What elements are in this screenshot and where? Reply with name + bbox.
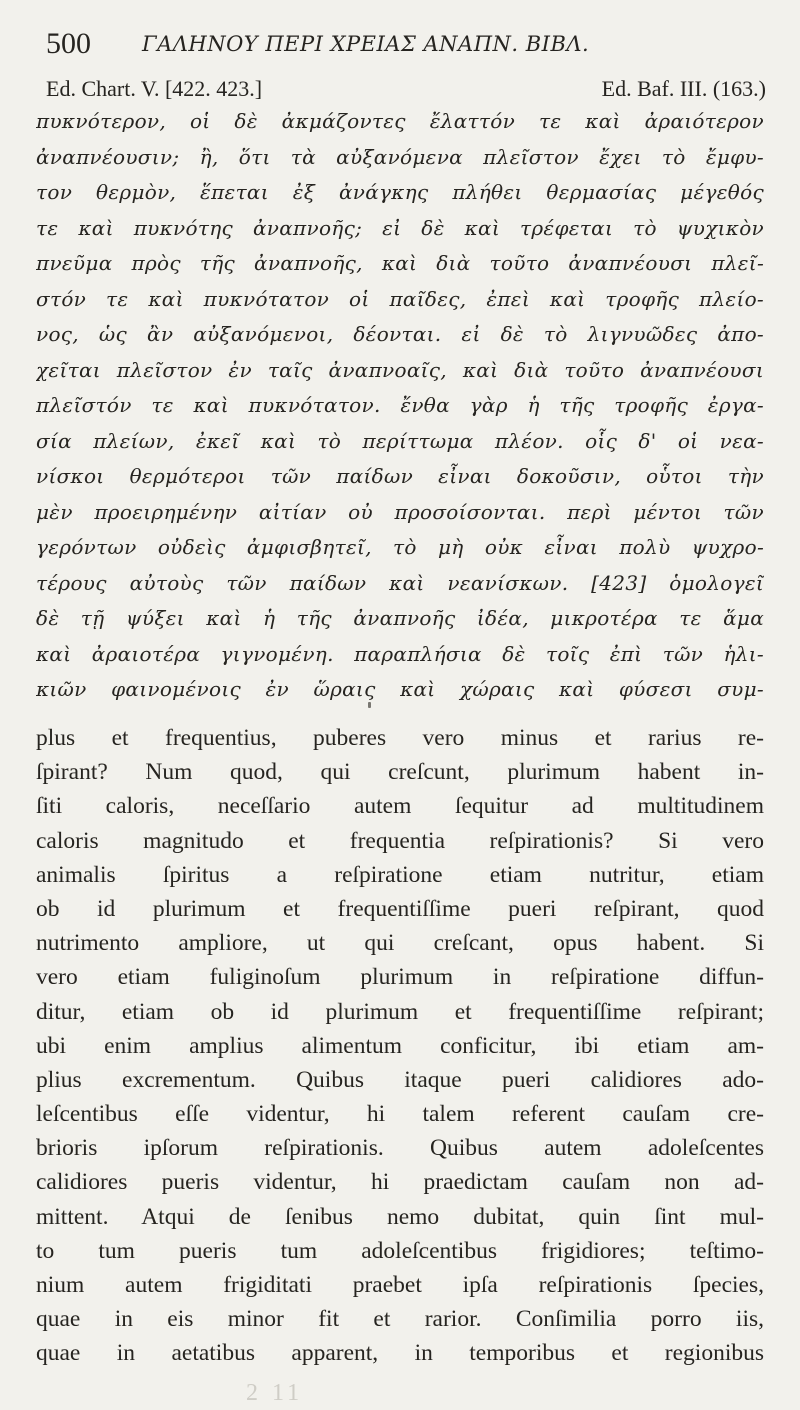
latin-text-line: vero etiam fuliginoſum plurimum in reſpiratione diffun-: [36, 964, 764, 991]
edition-reference-basel: Ed. Baf. III. (163.): [601, 76, 766, 101]
greek-text-block: [36, 104, 764, 708]
greek-text-line: νος, ὡς ἂν αὐξανόμενοι, δέονται. εἰ δὲ τὸ λιγνυῶδες ἀπο-: [36, 322, 764, 346]
latin-text-line: caloris magnitudo et frequentia reſpirationis? Si vero: [36, 827, 764, 854]
latin-text-line: to tum pueris tum adoleſcentibus frigidiores; teſtimo-: [36, 1237, 764, 1264]
greek-text-line: ἀναπνέουσιν; ἢ, ὅτι τὰ αὐξανόμενα πλεῖστον ἔχει τὸ ἔμφυ-: [36, 144, 764, 169]
greek-text-line: τον θερμὸν, ἕπεται ἐξ ἀνάγκης πλήθει θερμασίας μέγεθός: [36, 180, 764, 204]
latin-translation-block: [36, 721, 764, 1371]
edition-reference-chartier: Ed. Chart. V. [422. 423.]: [46, 76, 263, 101]
scan-mark: [368, 702, 371, 708]
greek-text-line: στόν τε καὶ πυκνότατον οἱ παῖδες, ἐπεὶ καὶ τροφῆς πλείο-: [36, 286, 764, 311]
greek-text-line: πνεῦμα πρὸς τῆς ἀναπνοῆς, καὶ διὰ τοῦτο ἀναπνέουσι πλεῖ-: [36, 251, 764, 275]
latin-text-line: ubi enim amplius alimentum conficitur, ibi etiam am-: [36, 1032, 764, 1059]
greek-text-line: πλεῖστόν τε καὶ πυκνότατον. ἔνθα γὰρ ἡ τῆς τροφῆς ἐργα-: [36, 393, 764, 417]
page-header: [46, 26, 766, 62]
latin-text-line: brioris ipſorum reſpirationis. Quibus autem adoleſcentes: [36, 1135, 764, 1162]
greek-text-line: πυκνότερον, οἱ δὲ ἀκμάζοντες ἔλαττόν τε καὶ ἀραιότερον: [36, 109, 764, 133]
running-title: ΓΑΛΗΝΟΥ ΠΕΡΙ ΧΡΕΙΑΣ ΑΝΑΠΝ. ΒΙΒΛ.: [142, 32, 590, 56]
greek-text-line: νίσκοι θερμότεροι τῶν παίδων εἶναι δοκοῦσιν, οὗτοι τὴν: [36, 464, 764, 488]
greek-text-line: χεῖται πλεῖστον ἐν ταῖς ἀναπνοαῖς, καὶ διὰ τοῦτο ἀναπνέουσι: [36, 357, 764, 382]
latin-text-line: ſpirant? Num quod, qui creſcunt, plurimum habent in-: [36, 759, 764, 786]
latin-text-line: nutrimento ampliore, ut qui creſcant, opus habent. Si: [36, 930, 764, 957]
greek-text-line: σία πλείων, ἐκεῖ καὶ τὸ περίττωμα πλέον. οἷς δ' οἱ νεα-: [36, 428, 764, 453]
latin-text-line: plus et frequentius, puberes vero minus et rarius re-: [36, 725, 764, 751]
latin-text-line: plius excrementum. Quibus itaque pueri calidiores ado-: [36, 1066, 764, 1093]
greek-text-line: καὶ ἀραιοτέρα γιγνομένη. παραπλήσια δὲ τοῖς ἐπὶ τῶν ἡλι-: [36, 641, 764, 666]
latin-text-line: ob id plurimum et frequentiſſime pueri reſpirant, quod: [36, 895, 764, 922]
latin-text-line: ſiti caloris, neceſſario autem ſequitur ad multitudinem: [36, 793, 764, 820]
latin-text-line: nium autem frigiditati praebet ipſa reſpirationis ſpecies,: [36, 1272, 764, 1298]
greek-text-line: δὲ τῇ ψύξει καὶ ἡ τῆς ἀναπνοῆς ἰδέα, μικροτέρα τε ἅμα: [36, 606, 764, 630]
edition-reference-row: [46, 74, 766, 104]
latin-text-line: ditur, etiam ob id plurimum et frequentiſſime reſpirant;: [36, 998, 764, 1025]
latin-text-line: quae in eis minor fit et rarior. Conſimilia porro iis,: [36, 1306, 764, 1333]
greek-text-line: τε καὶ πυκνότης ἀναπνοῆς; εἰ δὲ καὶ τρέφεται τὸ ψυχικὸν: [36, 215, 764, 240]
latin-text-line: calidiores pueris videntur, hi praedictam cauſam non ad-: [36, 1169, 764, 1196]
latin-text-line: mittent. Atqui de ſenibus nemo dubitat, quin ſint mul-: [36, 1203, 764, 1230]
greek-text-line: γερόντων οὐδεὶς ἀμφισβητεῖ, τὸ μὴ οὐκ εἶναι πολὺ ψυχρο-: [36, 535, 764, 559]
latin-text-line: quae in aetatibus apparent, in temporibus et regionibus: [36, 1340, 764, 1367]
latin-text-line: animalis ſpiritus a reſpiratione etiam nutritur, etiam: [36, 861, 764, 888]
greek-text-line: μὲν προειρημένην αἰτίαν οὐ προσοίσονται. περὶ μέντοι τῶν: [36, 499, 764, 524]
latin-text-line: leſcentibus eſſe videntur, hi talem referent cauſam cre-: [36, 1101, 764, 1128]
page-number: 500: [46, 27, 91, 60]
greek-text-line: τέρους αὐτοὺς τῶν παίδων καὶ νεανίσκων. [423] ὁμολογεῖ: [36, 570, 764, 595]
bleed-through-mark: 2 11: [246, 1380, 304, 1406]
greek-text-line: κιῶν φαινομένοις ἐν ὥραις καὶ χώραις καὶ φύσεσι συμ-: [36, 677, 764, 701]
